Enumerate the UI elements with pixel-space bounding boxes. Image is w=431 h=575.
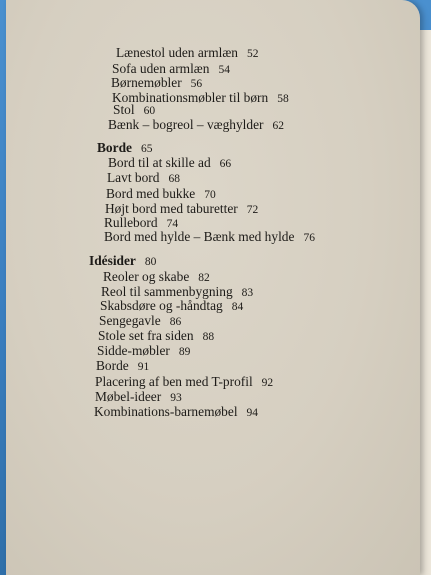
- entry-page-number: 66: [219, 158, 232, 170]
- entry-title: Sidde-møbler: [97, 343, 170, 358]
- entry-page-number: 91: [137, 361, 150, 373]
- entry-title: Skabsdøre og -håndtag: [100, 298, 223, 313]
- entry-page-number: 72: [246, 204, 259, 216]
- entry-page-number: 70: [204, 189, 216, 201]
- entry-title: Bænk – bogreol – væghylder: [108, 117, 264, 132]
- entry-page-number: 93: [170, 392, 182, 404]
- section-heading: [89, 253, 156, 270]
- book-page: [6, 0, 420, 575]
- entry-title: Lavt bord: [107, 170, 160, 185]
- entry-title: Bord med bukke: [106, 186, 196, 201]
- entry-title: Bord til at skille ad: [108, 155, 211, 170]
- section-title: Borde: [97, 140, 132, 155]
- entry-page-number: 52: [247, 48, 259, 60]
- entry-page-number: 94: [246, 407, 259, 419]
- entry-title: Sofa uden armlæn: [112, 61, 210, 76]
- entry-page-number: 84: [231, 301, 244, 313]
- entry-title: Bord med hylde – Bænk med hylde: [104, 229, 295, 244]
- entry-title: Børnemøbler: [111, 75, 182, 90]
- entry-page-number: 83: [241, 287, 254, 299]
- toc-entry: [94, 404, 258, 421]
- entry-title: Lænestol uden armlæn: [116, 45, 238, 60]
- entry-title: Sengegavle: [99, 313, 161, 328]
- section-title: Idésider: [89, 253, 136, 268]
- toc-entry: [116, 45, 259, 62]
- entry-page-number: 89: [178, 346, 191, 358]
- entry-title: Borde: [96, 358, 129, 373]
- entry-page-number: 74: [166, 218, 179, 230]
- entry-page-number: 54: [218, 64, 230, 76]
- entry-title: Rullebord: [104, 215, 158, 230]
- toc-entry: [107, 170, 180, 187]
- toc-entry: [104, 229, 315, 246]
- entry-page-number: 88: [202, 331, 215, 343]
- entry-page-number: 68: [168, 173, 180, 185]
- entry-title: Højt bord med taburetter: [105, 201, 238, 216]
- section-page-number: 65: [140, 143, 153, 155]
- entry-title: Stole set fra siden: [98, 328, 194, 343]
- toc-entry: [108, 117, 284, 134]
- toc-entry: [96, 358, 149, 375]
- entry-title: Placering af ben med T-profil: [95, 374, 253, 389]
- entry-title: Kombinations-barnemøbel: [94, 404, 238, 419]
- table-of-contents: [6, 0, 420, 575]
- section-page-number: 80: [144, 256, 157, 268]
- entry-page-number: 92: [261, 377, 274, 389]
- entry-page-number: 58: [277, 93, 289, 105]
- entry-title: Reoler og skabe: [103, 269, 190, 284]
- entry-page-number: 56: [190, 78, 203, 90]
- entry-page-number: 62: [272, 120, 284, 132]
- entry-page-number: 76: [303, 232, 315, 244]
- entry-title: Stol: [113, 102, 135, 117]
- entry-title: Kombinationsmøbler til børn: [112, 90, 269, 105]
- entry-page-number: 86: [169, 316, 182, 328]
- entry-page-number: 60: [143, 105, 156, 117]
- entry-title: Reol til sammenbygning: [101, 284, 233, 299]
- entry-title: Møbel-ideer: [95, 389, 162, 404]
- entry-page-number: 82: [198, 272, 210, 284]
